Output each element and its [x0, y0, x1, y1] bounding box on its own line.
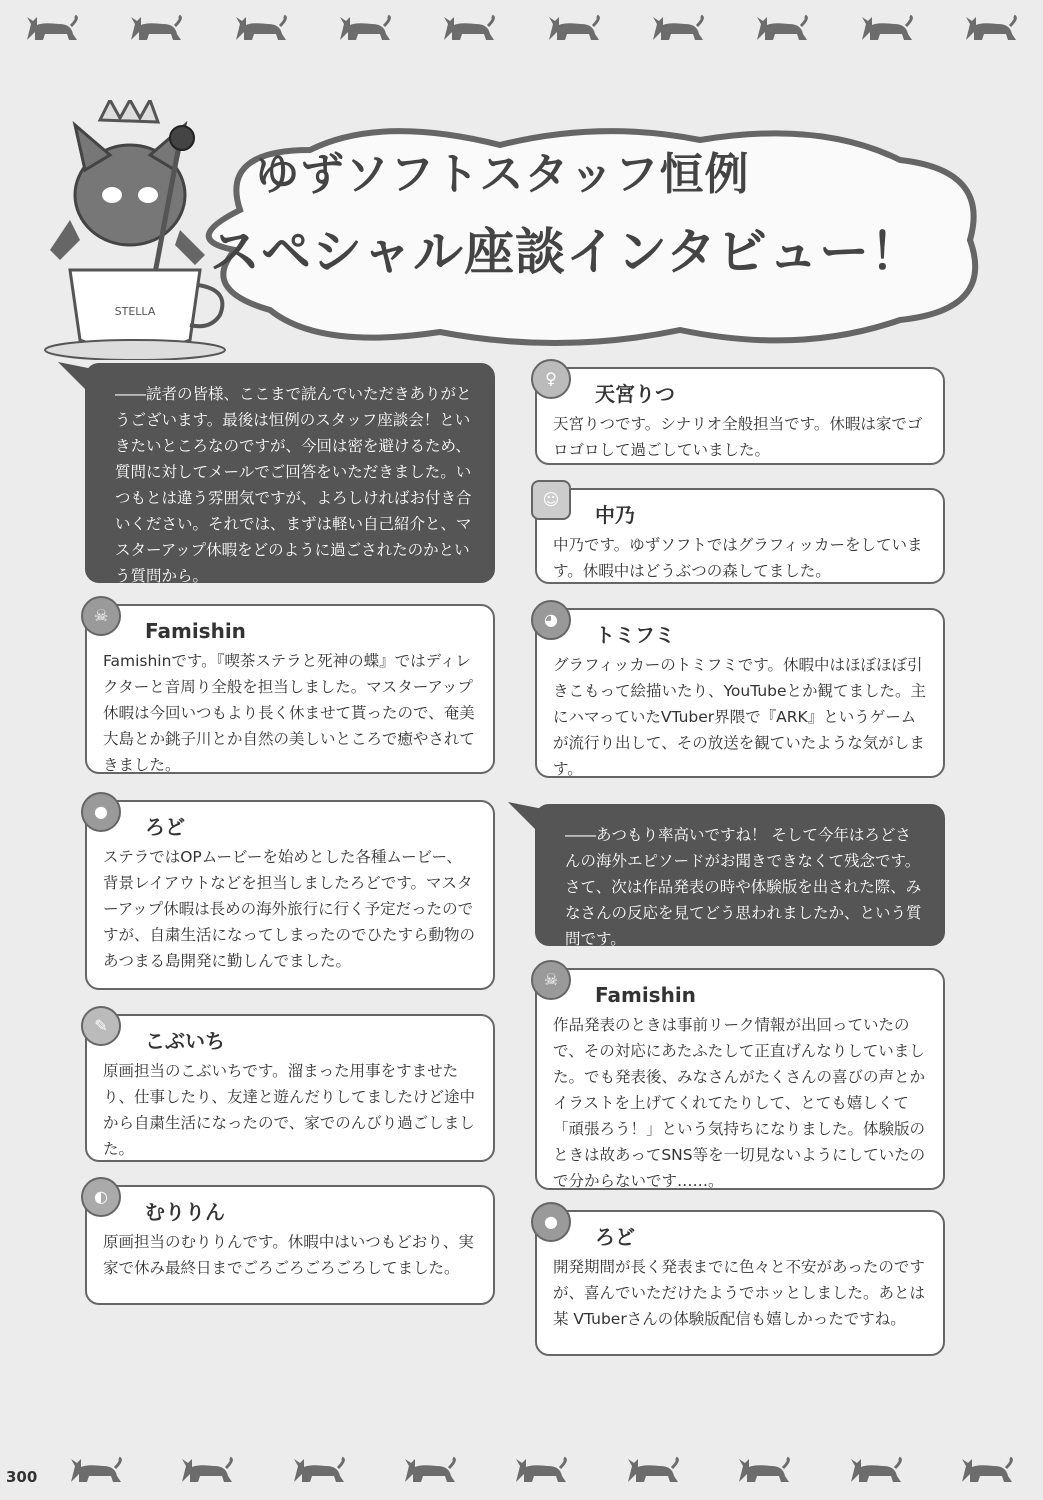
- rodo-avatar-icon: ●: [531, 1202, 571, 1242]
- muririn-avatar-icon: ◐: [81, 1177, 121, 1217]
- answer-text: グラフィッカーのトミフミです。休暇中はほぼほぼ引きこもって絵描いたり、YouTubeとか観てました。主にハマっていたVTuber界隈で『ARK』というゲームが流行り出して、その放送を観ていたような気がします。: [553, 656, 927, 778]
- speaker-name: ろど: [595, 1225, 635, 1249]
- famishin-avatar-icon: ☠: [81, 596, 121, 636]
- cat-icon: [958, 1456, 1016, 1484]
- speech-tail: [58, 360, 98, 400]
- answer-text: 天宮りつです。シナリオ全般担当です。休暇は家でゴロゴロして過ごしていました。: [553, 415, 923, 459]
- answer-text: 作品発表のときは事前リーク情報が出回っていたので、その対応にあたふたして正直げんなりしていました。でも発表後、みなさんがたくさんの喜びの声とかイラストを上げてくれてたりして、とても嬉しくて「頑張ろう！」という気持ちになりました。体験版のときは故あってSNS等を一切見ないようにしていたので分からないです……。: [553, 1016, 926, 1190]
- interviewer-question: [535, 804, 945, 946]
- answer-bubble: [85, 1185, 495, 1305]
- answer-bubble: [535, 968, 945, 1190]
- cup-brand-label: STELLA: [114, 305, 156, 318]
- answer-bubble: [85, 800, 495, 990]
- speaker-name: Famishin: [595, 983, 696, 1007]
- answer-text: ステラではOPムービーを始めとした各種ムービー、背景レイアウトなどを担当しましたろどです。マスターアップ休暇は長めの海外旅行に行く予定だったのですが、自粛生活になってしまったのでひたすら動物のあつまる島開発に勤しんでました。: [103, 848, 476, 970]
- speaker-name: ろど: [145, 815, 185, 839]
- tomifumi-avatar-icon: ◕: [531, 600, 571, 640]
- answer-bubble: [85, 604, 495, 774]
- cat-icon: [753, 14, 811, 42]
- question-text: ――読者の皆様、ここまで読んでいただきありがとうございます。最後は恒例のスタッフ座談会！といきたいところなのですが、今回は密を避けるため、質問に対してメールでご回答をいただきました。いつもとは違う雰囲気ですが、よろしければお付き合いください。それでは、まずは軽い自己紹介と、マスターアップ休暇をどのように過ごされたのかという質問から。: [115, 385, 472, 585]
- speech-tail: [508, 800, 548, 840]
- nakano-avatar-icon: ☺: [531, 480, 571, 520]
- speaker-name: こぶいち: [145, 1029, 225, 1053]
- amamiya-ritsu-avatar-icon: ♀: [531, 359, 571, 399]
- speaker-name: Famishin: [145, 619, 246, 643]
- speaker-name: トミフミ: [595, 623, 675, 647]
- answer-bubble: [535, 608, 945, 778]
- cat-icon: [127, 14, 185, 42]
- answer-text: 原画担当のこぶいちです。溜まった用事をすませたり、仕事したり、友達と遊んだりしてましたけど途中から自粛生活になったので、家でのんびり過ごしました。: [103, 1062, 476, 1158]
- cat-icon: [858, 14, 916, 42]
- page-number: 300: [6, 1468, 38, 1486]
- title-line-1: ゆずソフトスタッフ恒例: [255, 149, 750, 200]
- cat-icon: [401, 1456, 459, 1484]
- cat-icon: [962, 14, 1020, 42]
- answer-bubble: [535, 367, 945, 465]
- bottom-cat-border: [40, 1450, 1043, 1490]
- kobuichi-avatar-icon: ✎: [81, 1006, 121, 1046]
- speaker-name: 中乃: [595, 503, 635, 527]
- answer-text: 原画担当のむりりんです。休暇中はいつもどおり、実家で休み最終日までごろごろごろごろしてました。: [103, 1233, 474, 1277]
- speaker-name: むりりん: [145, 1200, 225, 1224]
- answer-bubble: [535, 1210, 945, 1356]
- famishin-avatar-icon: ☠: [531, 960, 571, 1000]
- cat-icon: [290, 1456, 348, 1484]
- cat-icon: [178, 1456, 236, 1484]
- cat-icon: [649, 14, 707, 42]
- cat-icon: [735, 1456, 793, 1484]
- answer-text: Famishinです。『喫茶ステラと死神の蝶』ではディレクターと音周り全般を担当しました。マスターアップ休暇は今回いつもより長く休ませて貰ったので、奄美大島とか銚子川とか自然の美しいところで癒やされてきました。: [103, 652, 475, 774]
- cat-icon: [440, 14, 498, 42]
- rodo-avatar-icon: ●: [81, 792, 121, 832]
- cat-icon: [512, 1456, 570, 1484]
- cat-icon: [67, 1456, 125, 1484]
- answer-text: 開発期間が長く発表までに色々と不安があったのですが、喜んでいただけたようでホッとしました。あとは某 VTuberさんの体験版配信も嬉しかったですね。: [553, 1258, 926, 1328]
- title-line-2: スペシャル座談インタビュー！: [210, 223, 921, 281]
- cat-icon: [23, 14, 81, 42]
- cat-icon: [624, 1456, 682, 1484]
- cat-icon: [336, 14, 394, 42]
- speaker-name: 天宮りつ: [595, 382, 675, 406]
- answer-bubble: [535, 488, 945, 584]
- cat-icon: [545, 14, 603, 42]
- question-text: ――あつもり率高いですね！ そして今年はろどさんの海外エピソードがお聞きできなくて残念です。さて、次は作品発表の時や体験版を出された際、みなさんの反応を見てどう思われましたか、という質問です。: [565, 826, 922, 948]
- cat-icon: [847, 1456, 905, 1484]
- cat-icon: [232, 14, 290, 42]
- answer-bubble: [85, 1014, 495, 1162]
- answer-text: 中乃です。ゆずソフトではグラフィッカーをしています。休暇中はどうぶつの森してました。: [553, 536, 923, 580]
- top-cat-border: [0, 8, 1043, 48]
- interviewer-question: [85, 363, 495, 583]
